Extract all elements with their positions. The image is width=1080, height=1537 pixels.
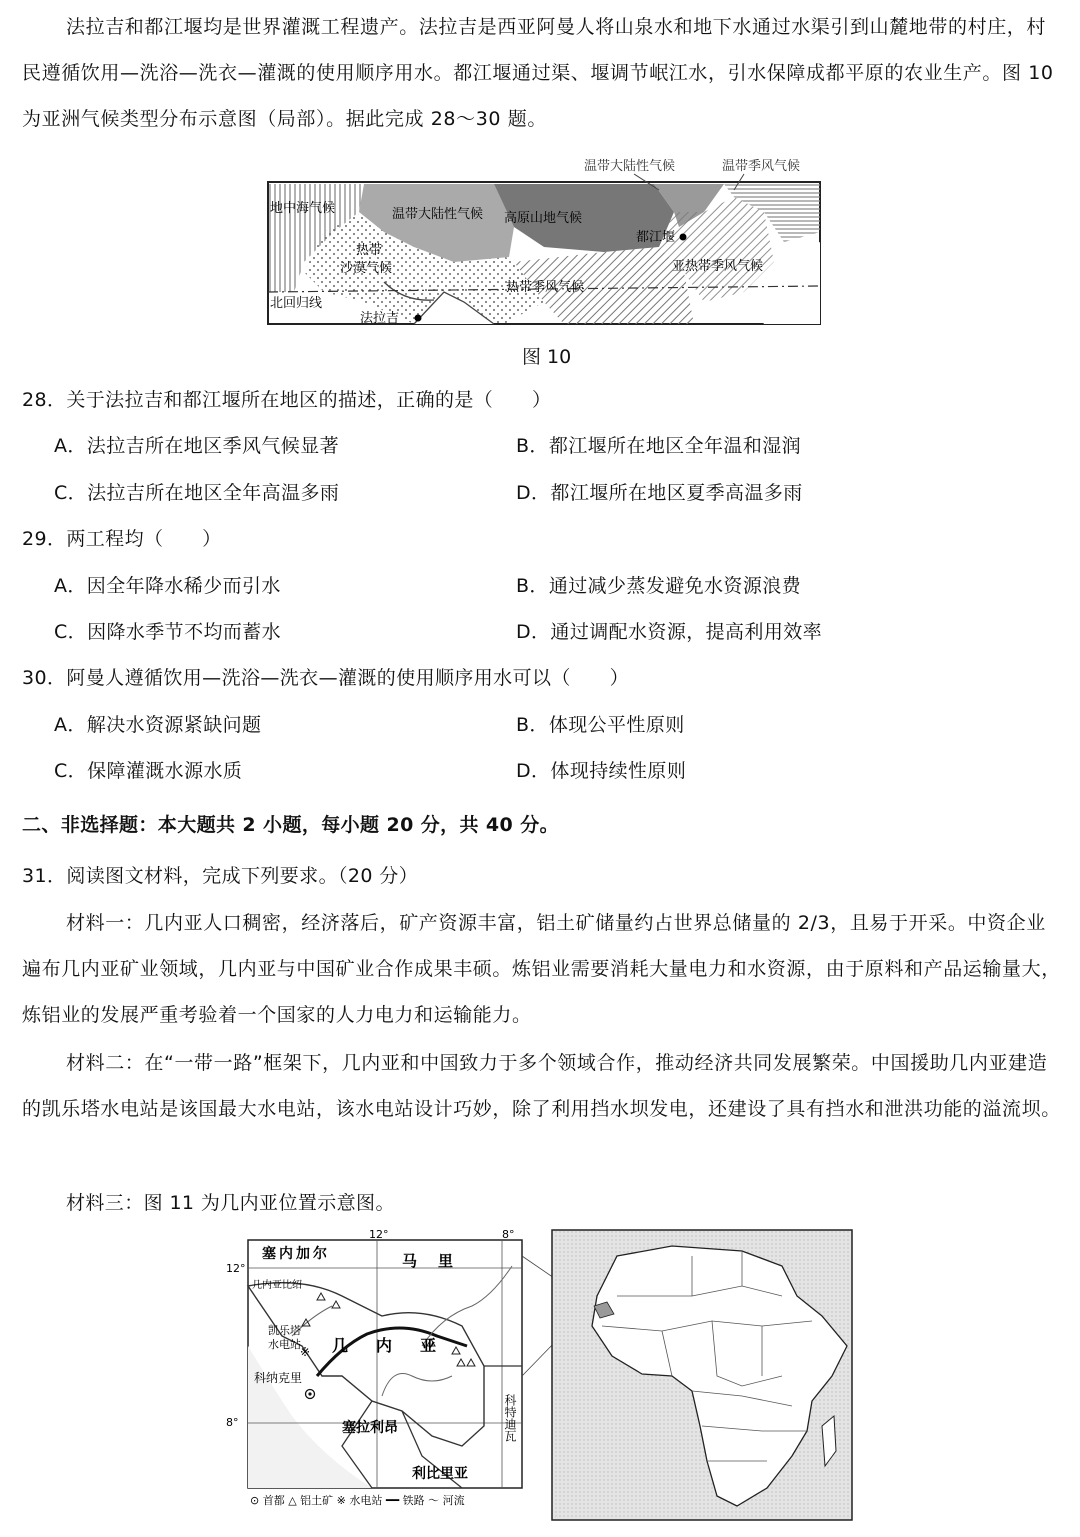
temperate-continental-label: 温带大陆性气候 — [392, 207, 484, 222]
senegal-label: 塞内加尔 — [262, 1246, 330, 1262]
question-28-option-a[interactable]: A．法拉吉所在地区季风气候显著 — [54, 435, 339, 457]
question-29-option-d[interactable]: D．通过调配水资源，提高利用效率 — [516, 621, 823, 643]
kaleta-label-2: 水电站 — [268, 1338, 301, 1351]
question-28-stem: 28．关于法拉吉和都江堰所在地区的描述，正确的是（ ） — [22, 389, 552, 411]
question-28-option-c[interactable]: C．法拉吉所在地区全年高温多雨 — [54, 482, 340, 504]
cote-divoire-label: 科特迪瓦 — [503, 1394, 517, 1442]
question-28-option-d[interactable]: D．都江堰所在地区夏季高温多雨 — [516, 482, 803, 504]
question-30-option-d[interactable]: D．体现持续性原则 — [516, 760, 687, 782]
lat12-label: 12° — [226, 1262, 246, 1275]
question-29-option-c[interactable]: C．因降水季节不均而蓄水 — [54, 621, 282, 643]
question-30-option-a[interactable]: A．解决水资源紧缺问题 — [54, 714, 262, 736]
guinea-label: 几 内 亚 — [332, 1336, 443, 1355]
plateau-label: 高原山地气候 — [504, 211, 583, 226]
lon12-label: 12° — [369, 1228, 389, 1241]
figure-11-guinea-map — [222, 1226, 862, 1532]
question-31-stem: 31．阅读图文材料，完成下列要求。（20 分） — [22, 865, 419, 887]
material-3: 材料三：图 11 为几内亚位置示意图。 — [66, 1192, 395, 1214]
question-28-option-b[interactable]: B．都江堰所在地区全年温和湿润 — [516, 435, 802, 457]
tropic-label: 北回归线 — [270, 296, 323, 311]
question-29-stem: 29．两工程均（ ） — [22, 528, 222, 550]
mali-label: 马 里 — [402, 1252, 457, 1270]
figure-10-caption: 图 10 — [522, 346, 572, 368]
question-30-option-b[interactable]: B．体现公平性原则 — [516, 714, 685, 736]
question-30-option-c[interactable]: C．保障灌溉水源水质 — [54, 760, 243, 782]
sierra-leone-label: 塞拉利昂 — [342, 1420, 398, 1436]
guinea-bissau-label: 几内亚比绍 — [252, 1280, 302, 1291]
conakry-label: 科纳克里 — [254, 1371, 303, 1385]
mediterranean-label: 地中海气候 — [270, 201, 336, 216]
liberia-label: 利比里亚 — [412, 1466, 468, 1482]
falaji-point — [415, 315, 422, 322]
material-1: 材料一：几内亚人口稠密，经济落后，矿产资源丰富，铝土矿储量约占世界总储量的 2/3，且易于开采。中资企业遍布几内亚矿业领域，几内亚与中国矿业合作成果丰硕。炼铝业需要消耗大量电力和水资源，由于原料和产品运输量大，炼铝业的发展严重考验着一个国家的人力电力和运输能力。 — [22, 912, 1061, 1026]
subtropical-monsoon-label: 亚热带季风气候 — [672, 259, 764, 274]
legend-continental-label: 温带大陆性气候 — [584, 159, 676, 174]
hydropower-symbol: ※ — [300, 1345, 311, 1359]
question-29-option-a[interactable]: A．因全年降水稀少而引水 — [54, 575, 281, 597]
falaji-label: 法拉吉 — [360, 311, 400, 326]
dujiangyan-point — [680, 234, 687, 241]
desert-label-2: 沙漠气候 — [340, 261, 393, 276]
dujiangyan-label: 都江堰 — [636, 230, 676, 245]
tropical-monsoon-label: 热带季风气候 — [506, 280, 585, 295]
section-2-heading: 二、非选择题：本大题共 2 小题，每小题 20 分，共 40 分。 — [22, 814, 559, 836]
material-2: 材料二：在“一带一路”框架下，几内亚和中国致力于多个领域合作，推动经济共同发展繁荣。中国援助几内亚建造的凯乐塔水电站是该国最大水电站，该水电站设计巧妙，除了利用挡水坝发电，还建设了具有挡水和泄洪功能的溢流坝。 — [22, 1052, 1061, 1120]
question-29-option-b[interactable]: B．通过减少蒸发避免水资源浪费 — [516, 575, 802, 597]
legend-temperate-monsoon-label: 温带季风气候 — [722, 159, 801, 174]
desert-label-1: 热带 — [356, 243, 383, 258]
figure-10-climate-map — [264, 152, 824, 328]
lon8-label: 8° — [502, 1228, 515, 1241]
question-30-stem: 30．阿曼人遵循饮用—洗浴—洗衣—灌溉的使用顺序用水可以（ ） — [22, 667, 629, 689]
intro-paragraph: 法拉吉和都江堰均是世界灌溉工程遗产。法拉吉是西亚阿曼人将山泉水和地下水通过水渠引到山麓地带的村庄，村民遵循饮用—洗浴—洗衣—灌溉的使用顺序用水。都江堰通过渠、堰调节岷江水，引水保障成都平原的农业生产。图 10 为亚洲气候类型分布示意图（局部）。据此完成 28～30 题。 — [22, 16, 1054, 130]
lat8-label: 8° — [226, 1416, 239, 1429]
kaleta-label-1: 凯乐塔 — [268, 1324, 301, 1337]
figure-11-legend: ⊙ 首都 △ 铝土矿 ※ 水电站 ━━ 铁路 ～ 河流 — [250, 1494, 465, 1507]
